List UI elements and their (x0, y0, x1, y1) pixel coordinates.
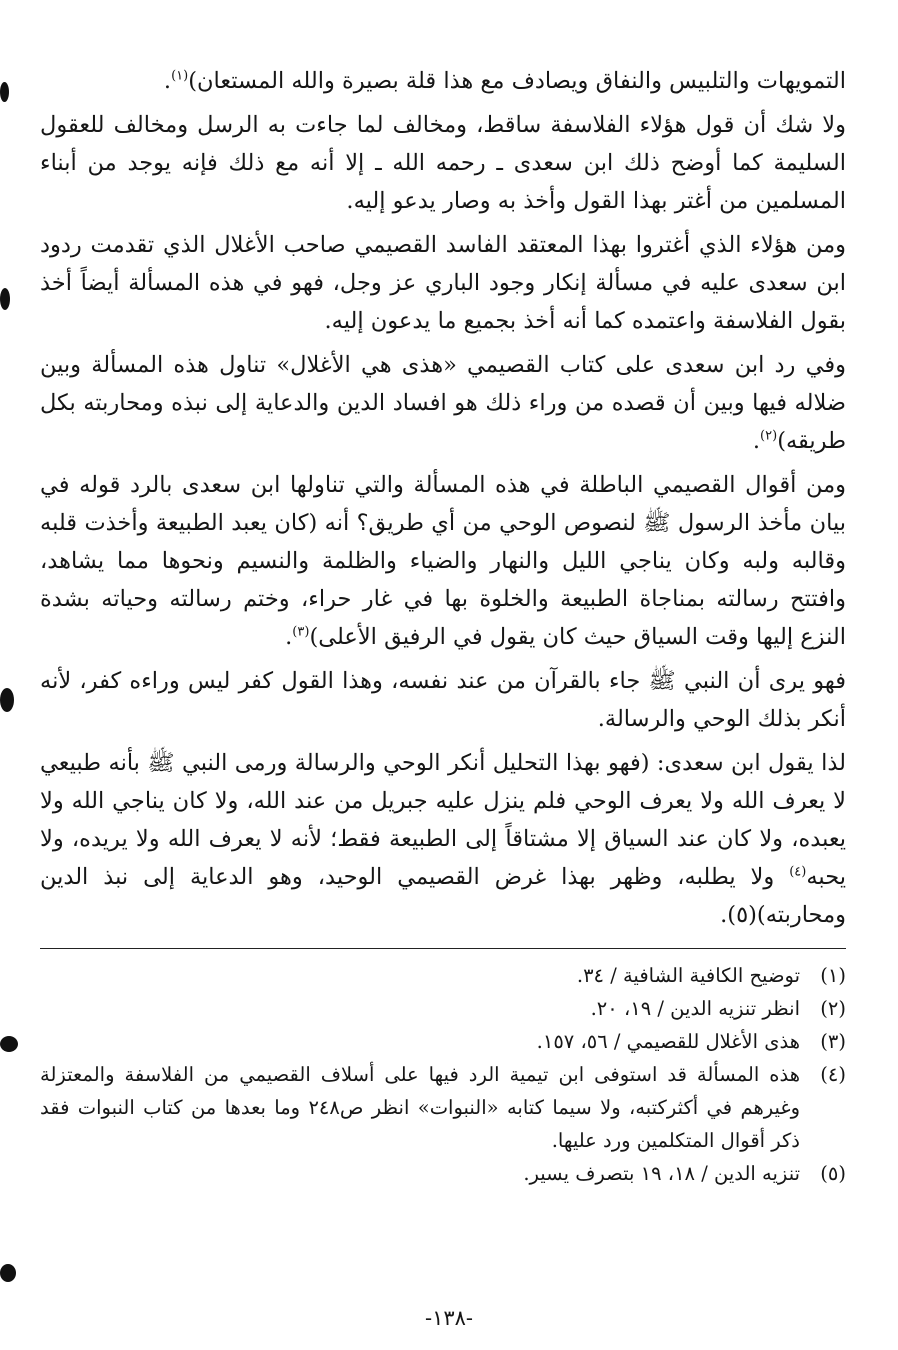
footnote-number: (٣) (820, 1030, 846, 1053)
footnote-ref: (١) (171, 68, 189, 84)
footnote-ref: (٤) (789, 864, 807, 880)
scan-mark (0, 1264, 16, 1282)
footnote-number: (١) (820, 964, 846, 987)
footnote-text: تنزيه الدين / ١٨، ١٩ بتصرف يسير. (523, 1162, 800, 1185)
footnote-text: توضيح الكافية الشافية / ٣٤. (576, 964, 800, 987)
paragraph-3: ومن هؤلاء الذي أغتروا بهذا المعتقد الفاسد القصيمي صاحب الأغلال الذي تقدمت ردود ابن سعدى عليه في مسألة إنكار وجود الباري عز وجل، فهو في هذه المسألة أيضاً أخذ بقول الفلاسفة واعتمده كما أنه أخذ بجميع ما يدعون إليه. (40, 232, 846, 334)
page-number: -١٣٨- (424, 1306, 474, 1330)
footnote-ref: (٢) (760, 428, 778, 444)
scan-mark (0, 1036, 18, 1052)
footnote-number: (٥) (820, 1162, 846, 1185)
footnote-ref: (٣) (292, 624, 310, 640)
footnote (40, 959, 846, 992)
footnotes (40, 959, 846, 1190)
footnote (40, 1157, 846, 1190)
footnote (40, 1058, 846, 1157)
footnote-number: (٤) (820, 1063, 846, 1086)
paragraph-4: وفي رد ابن سعدى على كتاب القصيمي «هذى هي الأغلال» تناول هذه المسألة وبين ضلاله فيها وبين أن قصده من وراء ذلك هو افساد الدين والدعاية إلى نبذه ومحاربته بكل طريقه)$^{(٢)}$. (40, 352, 846, 454)
scan-mark (0, 82, 9, 102)
paragraph-2: ولا شك أن قول هؤلاء الفلاسفة ساقط، ومخالف لما جاءت به الرسل ومخالف للعقول السليمة كما أوضح ذلك ابن سعدى ـ رحمه الله ـ إلا أنه مع ذلك فإنه يوجد من أبناء المسلمين من أغتر بهذا القول وأخذ به وصار يدعو إليه. (40, 112, 846, 214)
footnote-divider (40, 948, 846, 949)
footnote (40, 1025, 846, 1058)
page-body (40, 62, 846, 1190)
footnote-text: انظر تنزيه الدين / ١٩، ٢٠. (590, 997, 800, 1020)
paragraph-6: فهو يرى أن النبي ﷺ جاء بالقرآن من عند نفسه، وهذا القول كفر ليس وراءه كفر، لأنه أنكر بذلك الوحي والرسالة. (40, 668, 846, 732)
footnote (40, 992, 846, 1025)
scan-mark (0, 288, 10, 310)
footnote-number: (٢) (820, 997, 846, 1020)
paragraph-7: لذا يقول ابن سعدى: (فهو بهذا التحليل أنكر الوحي والرسالة ورمى النبي ﷺ بأنه طبيعي لا يعرف الله ولا يعرف الوحي فلم ينزل عليه جبريل من عند الله، ولا كان يناجي الله ولا يعبده، ولا كان عند السياق إلا مشتاقاً إلى الطبيعة فقط؛ لأنه لا يعرف الله ولا يريده، ولا يحبه$^{(٤)}$ ولا يطلبه، وظهر بهذا غرض القصيمي الوحيد، وهو الدعاية إلى نبذ الدين ومحاربته)(٥). (40, 750, 846, 928)
footnote-text: هذه المسألة قد استوفى ابن تيمية الرد فيها على أسلاف القصيمي من الفلاسفة والمعتزلة وغيرهم في أكثركتبه، ولا سيما كتابه «النبوات» انظر ص٢٤٨ وما بعدها من كتاب النبوات فقد ذكر أقوال المتكلمين ورد عليها. (40, 1063, 800, 1152)
paragraph-1: التمويهات والتلبيس والنفاق ويصادف مع هذا قلة بصيرة والله المستعان)$^{(١)}$. (163, 68, 846, 94)
paragraph-5: ومن أقوال القصيمي الباطلة في هذه المسألة والتي تناولها ابن سعدى بالرد قوله في بيان مأخذ الرسول ﷺ لنصوص الوحي من أي طريق؟ أنه (كان يعبد الطبيعة وأخذت قلبه وقالبه ولبه وكان يناجي الليل والنهار والضياء والظلمة والنسيم ونحوها مما يشاهد، وافتتح رسالته بمناجاة الطبيعة والخلوة بها في غار حراء، وختم رسالته وحياته بشدة النزع إليها وقت السياق حيث كان يقول في الرفيق الأعلى)$^{(٣)}$. (40, 472, 846, 650)
footnote-text: هذى الأغلال للقصيمي / ٥٦، ١٥٧. (536, 1030, 800, 1053)
scan-mark (0, 688, 14, 712)
